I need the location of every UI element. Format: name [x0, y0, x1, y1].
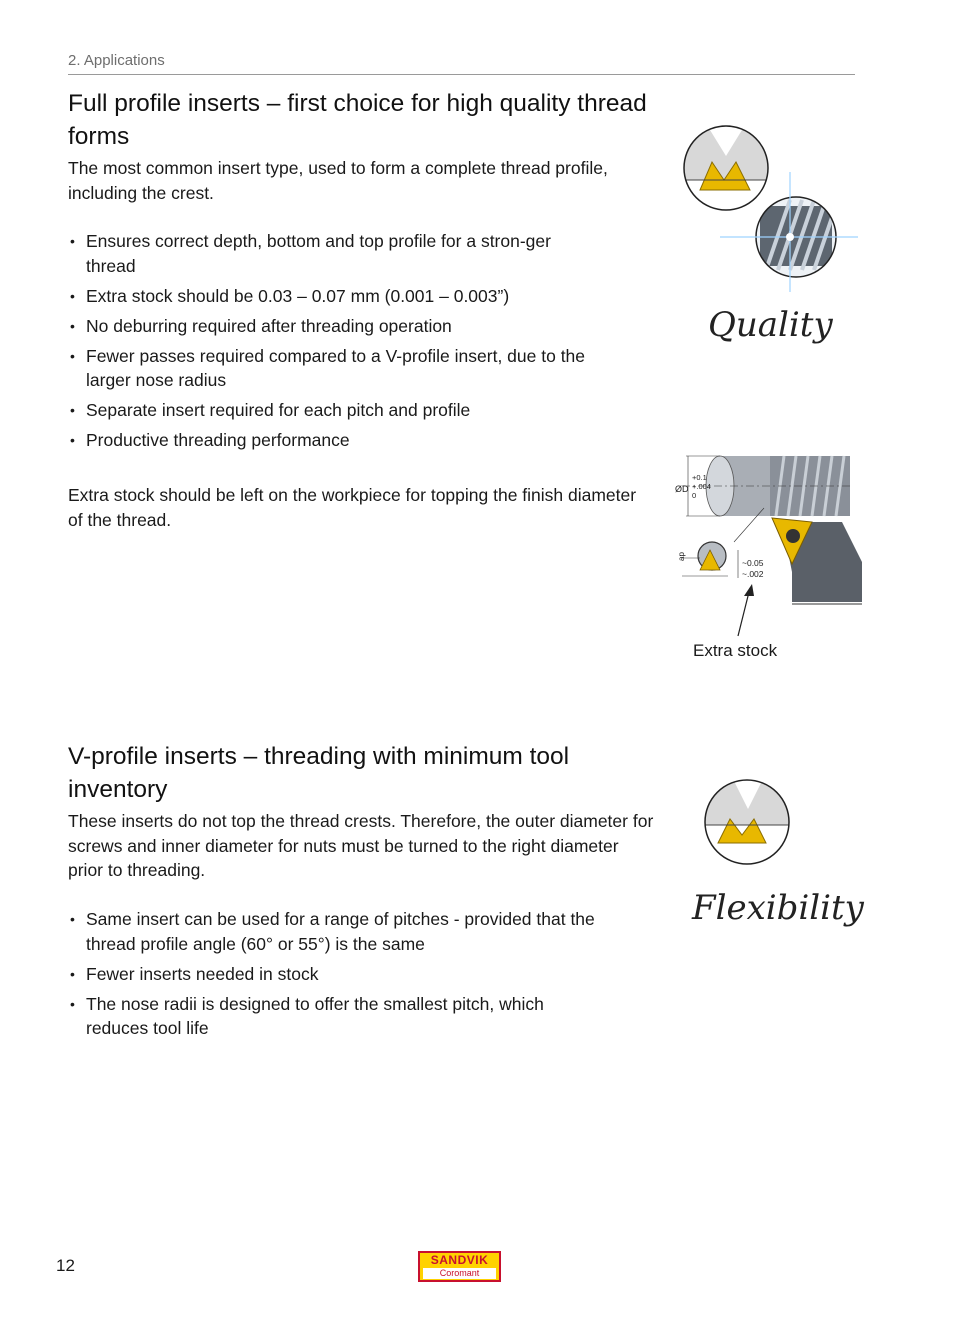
ap-label: ap: [677, 552, 686, 561]
extra-stock-diagram: [672, 452, 864, 642]
list-item: • The nose radii is designed to offer the smallest pitch, which reduces tool life: [68, 992, 598, 1041]
section1-closing: Extra stock should be left on the workpiece for topping the finish diameter of the thread.: [68, 485, 637, 530]
list-item: • Fewer inserts needed in stock: [68, 962, 598, 987]
list-item: • Ensures correct depth, bottom and top profile for a stron-ger thread: [68, 229, 598, 278]
extra-stock-mm: ~0.05: [742, 558, 764, 568]
section2-title: V-profile inserts – threading with minimum tool inventory: [68, 743, 570, 803]
flexibility-word: Flexibility: [692, 888, 864, 928]
extra-stock-caption: Extra stock: [693, 641, 778, 660]
section2-intro: These inserts do not top the thread crests. Therefore, the outer diameter for screws and inner diameter for nuts must be turned to the right diameter prior to threading.: [68, 811, 654, 880]
section1-title: Full profile inserts – first choice for high quality thread forms: [68, 90, 647, 150]
list-item: • Fewer passes required compared to a V-profile insert, due to the larger nose radius: [68, 344, 598, 393]
section2-bullet-list: [68, 907, 598, 1046]
quality-word: Quality: [708, 305, 833, 345]
section1-intro: The most common insert type, used to form a complete thread profile, including the crest.: [68, 158, 608, 203]
breadcrumb: 2. Applications: [68, 52, 165, 69]
list-item: • Extra stock should be 0.03 – 0.07 mm (0.001 – 0.003”): [68, 284, 598, 309]
page-number: 12: [56, 1256, 75, 1275]
extra-stock-inch: ~.002: [742, 569, 764, 579]
tolerance-upper: +0.1: [692, 473, 707, 482]
v-profile-insert-figure: [700, 775, 795, 870]
full-profile-insert-figure: [680, 120, 860, 300]
tolerance-inch: +.004: [692, 482, 711, 491]
tolerance-lower: 0: [692, 491, 697, 500]
logo-subtitle: Coromant: [423, 1268, 496, 1279]
header-divider: [68, 74, 855, 75]
list-item: • Productive threading performance: [68, 428, 598, 453]
sandvik-logo: [418, 1251, 501, 1282]
list-item: • Same insert can be used for a range of pitches - provided that the thread profile angle (60° or 55°) is the same: [68, 907, 598, 956]
diameter-label: ØD: [675, 484, 689, 494]
logo-wordmark: SANDVIK: [430, 1253, 489, 1267]
section1-bullet-list: [68, 229, 598, 458]
list-item: • No deburring required after threading operation: [68, 314, 598, 339]
list-item: • Separate insert required for each pitch and profile: [68, 398, 598, 423]
